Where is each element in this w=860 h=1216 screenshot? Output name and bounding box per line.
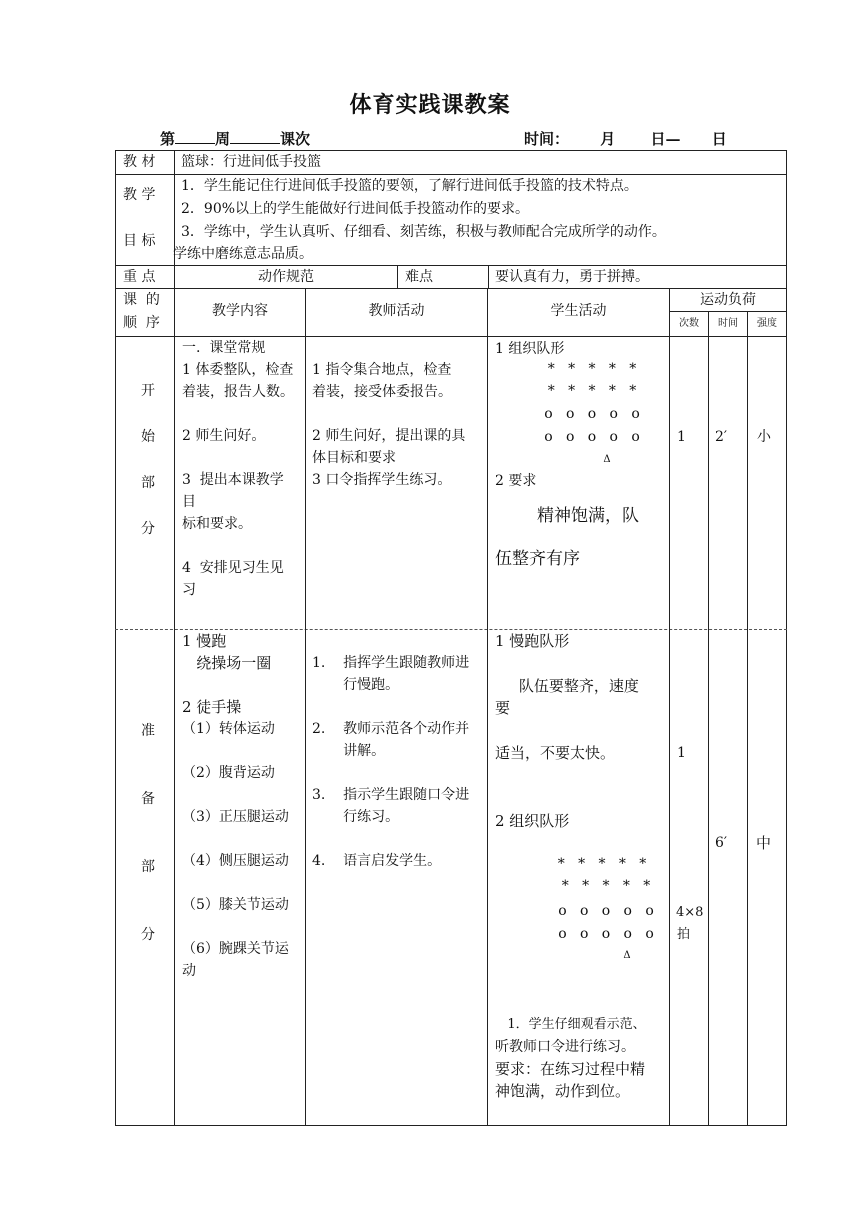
warmup-content-line: （2）腹背运动	[182, 765, 275, 781]
load-header: 运动负荷	[700, 292, 756, 308]
month-label: 月	[600, 130, 616, 148]
opening-teacher	[312, 359, 465, 491]
key-value: 动作规范	[258, 269, 314, 285]
opening-intensity: 小	[757, 429, 771, 445]
opening-content	[182, 337, 294, 601]
warmup-student-line: 要求：在练习过程中精	[495, 1060, 646, 1078]
opening-teacher-line: 体目标和要求	[312, 450, 396, 466]
lesson-blank	[230, 129, 280, 144]
opening-section-char-4: 分	[141, 521, 155, 537]
warmup-formation-row: * * * * *	[561, 878, 651, 894]
goal-label-bottom: 目 标	[123, 233, 156, 249]
material-label: 教 材	[123, 154, 156, 170]
warmup-section-char-1: 准	[141, 723, 155, 739]
warmup-student-line: 要	[495, 699, 511, 717]
opening-section-char-3: 部	[141, 475, 155, 491]
time-line	[524, 128, 727, 149]
opening-teacher-line: 3 口令指挥学生练习。	[312, 472, 452, 488]
opening-content-line: 习	[182, 582, 196, 598]
opening-section-char-1: 开	[141, 383, 155, 399]
warmup-section-char-3: 部	[141, 859, 155, 875]
count-header: 次数	[679, 318, 699, 329]
warmup-student-line: 队伍要整齐，速度	[495, 677, 639, 695]
opening-student-requirement-1: 精神饱满，队	[537, 506, 639, 526]
opening-teacher-line: 着装，接受体委报告。	[312, 384, 452, 400]
lesson-plan-table	[115, 150, 787, 1126]
goal-line-1: 1．学生能记住行进间低手投篮的要领，了解行进间低手投篮的技术特点。	[181, 178, 638, 194]
week-prefix: 第	[160, 130, 176, 148]
opening-content-line: 3 提出本课教学	[182, 472, 284, 488]
warmup-formation-row: o o o o o	[558, 926, 654, 942]
warmup-content-line: （5）膝关节运动	[182, 897, 289, 913]
time-header: 时间	[718, 318, 738, 329]
opening-count: 1	[677, 429, 686, 445]
warmup-content-line	[182, 872, 289, 894]
opening-content-line	[182, 403, 294, 425]
opening-student-formation-title: 1 组织队形	[495, 341, 565, 357]
week-blank	[175, 129, 215, 144]
order-header-top: 课 的	[123, 292, 160, 308]
warmup-student-line: 听教师口令进行练习。	[495, 1039, 635, 1055]
goal-line-4: 学练中磨练意志品质。	[173, 246, 313, 262]
warmup-teacher-line	[312, 762, 469, 784]
warmup-student-line: 2 组织队形	[495, 812, 570, 830]
warmup-count-2: 4×8	[676, 905, 704, 920]
warmup-formation-teacher-mark: Δ	[623, 950, 631, 961]
opening-formation-row: o o o o o	[544, 429, 640, 445]
warmup-teacher-line: 行慢跑。	[312, 677, 400, 693]
opening-teacher-line: 1 指令集合地点，检查	[312, 362, 452, 378]
opening-content-line: 标和要求。	[182, 516, 252, 532]
warmup-content-line	[182, 784, 289, 806]
warmup-teacher-line: 讲解。	[312, 743, 386, 759]
warmup-content-line	[182, 828, 289, 850]
goal-label-top: 教 学	[123, 187, 156, 203]
warmup-content-line	[182, 916, 289, 938]
opening-student-requirement-title: 2 要求	[495, 473, 537, 489]
warmup-teacher-line: 1. 指挥学生跟随教师进	[312, 655, 470, 671]
lesson-label: 课次	[280, 130, 311, 148]
opening-content-line: 目	[182, 494, 196, 510]
opening-time: 2′	[715, 429, 728, 445]
warmup-content-line: 2 徒手操	[182, 698, 242, 716]
day-label: 日	[711, 130, 727, 148]
warmup-content-line: （1）转体运动	[182, 721, 275, 737]
warmup-section-char-4: 分	[141, 927, 155, 943]
warmup-section-char-2: 备	[141, 791, 155, 807]
difficulty-value: 要认真有力，勇于拼搏。	[495, 269, 649, 285]
warmup-student-line: 1．学生仔细观看示范、	[495, 1017, 646, 1032]
opening-content-line: 2 师生问好。	[182, 428, 266, 444]
page-title: 体育实践课教案	[349, 92, 511, 118]
day-to-label: 日—	[650, 130, 681, 148]
warmup-content-line: （4）侧压腿运动	[182, 853, 289, 869]
warmup-content-line: （3）正压腿运动	[182, 809, 289, 825]
warmup-intensity: 中	[756, 834, 772, 852]
warmup-teacher-line	[312, 828, 469, 850]
opening-content-line: 着装，报告人数。	[182, 384, 294, 400]
warmup-content-line	[182, 740, 289, 762]
opening-content-line: 1 体委整队，检查	[182, 362, 294, 378]
content-header: 教学内容	[212, 303, 268, 319]
warmup-time: 6′	[715, 835, 728, 851]
warmup-teacher-line: 行练习。	[312, 809, 400, 825]
time-label: 时间：	[524, 130, 570, 148]
opening-formation-row: o o o o o	[544, 406, 640, 422]
warmup-teacher-line	[312, 696, 469, 718]
warmup-formation-row: * * * * *	[557, 856, 647, 872]
warmup-content-line: 动	[182, 963, 196, 979]
warmup-count-3: 拍	[677, 927, 691, 942]
opening-formation-teacher-mark: Δ	[603, 454, 611, 465]
key-label: 重 点	[123, 269, 156, 285]
warmup-content-line: 绕操场一圈	[182, 654, 272, 672]
opening-content-line: 4 安排见习生见	[182, 560, 284, 576]
warmup-content	[182, 630, 289, 982]
material-value: 篮球：行进间低手投篮	[181, 154, 321, 170]
warmup-teacher-line: 2. 教师示范各个动作并	[312, 721, 470, 737]
opening-formation-row: * * * * *	[547, 383, 637, 399]
opening-content-line	[182, 535, 294, 557]
intensity-header: 强度	[757, 318, 777, 329]
order-header-bottom: 顺 序	[123, 315, 160, 331]
week-lesson-line	[160, 128, 310, 149]
warmup-student-line: 适当，不要太快。	[495, 744, 616, 762]
warmup-teacher	[312, 652, 469, 872]
warmup-content-line: 1 慢跑	[182, 632, 227, 650]
student-header: 学生活动	[550, 303, 607, 319]
opening-section-char-2: 始	[141, 429, 155, 445]
opening-formation-row: * * * * *	[547, 361, 637, 377]
week-label: 周	[215, 130, 231, 148]
warmup-teacher-line: 3. 指示学生跟随口令进	[312, 787, 470, 803]
warmup-count-1: 1	[677, 745, 686, 761]
opening-student-requirement-2: 伍整齐有序	[495, 549, 580, 569]
difficulty-label: 难点	[405, 269, 433, 285]
goal-line-2: 2．90%以上的学生能做好行进间低手投篮动作的要求。	[181, 201, 530, 217]
warmup-student-line: 1 慢跑队形	[495, 632, 570, 650]
warmup-teacher-line: 4. 语言启发学生。	[312, 853, 442, 869]
teacher-header: 教师活动	[368, 303, 425, 319]
warmup-content-line: （6）腕踝关节运	[182, 941, 289, 957]
opening-teacher-line: 2 师生问好，提出课的具	[312, 428, 466, 444]
warmup-content-line	[182, 674, 289, 696]
opening-content-line	[182, 447, 294, 469]
warmup-student-line: 神饱满，动作到位。	[495, 1082, 631, 1100]
goal-line-3: 3．学练中，学生认真听、仔细看、刻苦练，积极与教师配合完成所学的动作。	[181, 224, 666, 240]
opening-teacher-line	[312, 403, 465, 425]
opening-content-line: 一. 课堂常规	[182, 340, 266, 356]
warmup-formation-row: o o o o o	[558, 903, 654, 919]
